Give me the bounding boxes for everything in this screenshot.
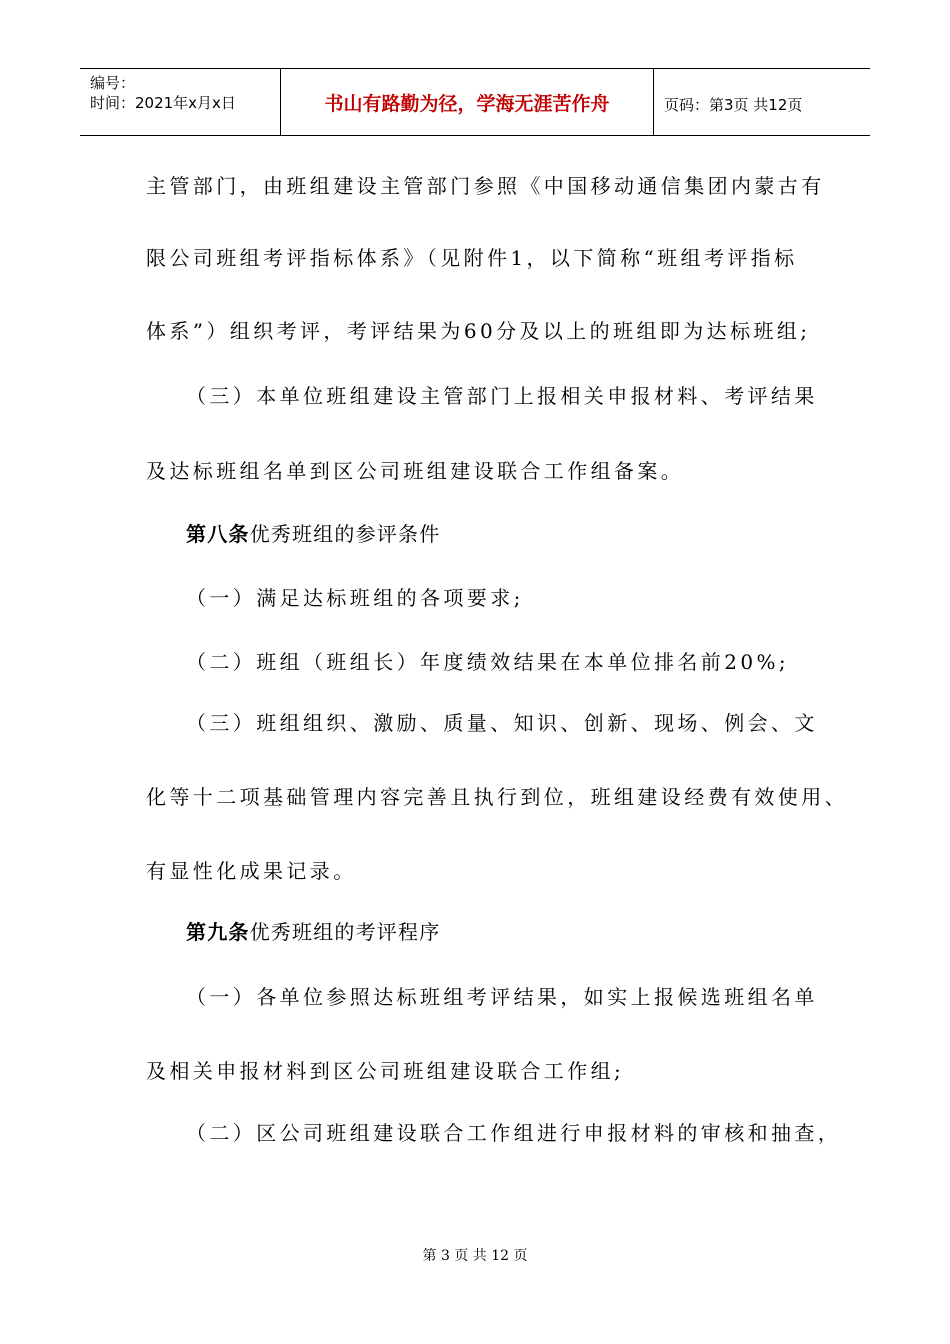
header-divider-right <box>653 69 654 135</box>
header-page-label: 页码：第3页 共12页 <box>664 96 803 114</box>
header-meta <box>90 73 236 113</box>
body-line: （三）本单位班组建设主管部门上报相关申报材料、考评结果 <box>186 384 818 408</box>
article-8-title: 优秀班组的参评条件 <box>249 522 441 546</box>
page-footer: 第 3 页 共 12 页 <box>422 1248 528 1264</box>
body-line: （二）区公司班组建设联合工作组进行申报材料的审核和抽查， <box>186 1121 842 1145</box>
body-line: 化等十二项基础管理内容完善且执行到位，班组建设经费有效使用、 <box>146 785 848 809</box>
body-line: 主管部门，由班组建设主管部门参照《中国移动通信集团内蒙古有 <box>146 174 825 198</box>
article-9-title: 优秀班组的考评程序 <box>249 920 441 944</box>
body-line: 体系”）组织考评，考评结果为60分及以上的班组即为达标班组; <box>146 319 811 343</box>
body-line: （三）班组组织、激励、质量、知识、创新、现场、例会、文 <box>186 711 818 735</box>
document-header <box>80 68 870 136</box>
body-line: （一）各单位参照达标班组考评结果，如实上报候选班组名单 <box>186 985 818 1009</box>
article-9-label: 第九条 <box>186 920 250 944</box>
body-line: 及相关申报材料到区公司班组建设联合工作组; <box>146 1059 625 1083</box>
header-date-label: 时间：2021年x月x日 <box>90 94 236 112</box>
body-line: （二）班组（班组长）年度绩效结果在本单位排名前20%; <box>186 650 789 674</box>
article-8-label: 第八条 <box>186 522 250 546</box>
body-line: 有显性化成果记录。 <box>146 859 357 883</box>
body-line: （一）满足达标班组的各项要求; <box>186 586 524 610</box>
body-line: 限公司班组考评指标体系》（见附件1，以下简称“班组考评指标 <box>146 246 798 270</box>
header-motto: 书山有路勤为径，学海无涯苦作舟 <box>324 93 610 115</box>
header-number-label: 编号： <box>90 74 136 92</box>
body-line: 及达标班组名单到区公司班组建设联合工作组备案。 <box>146 459 685 483</box>
article-9-heading <box>186 918 440 946</box>
article-8-heading <box>186 520 440 548</box>
